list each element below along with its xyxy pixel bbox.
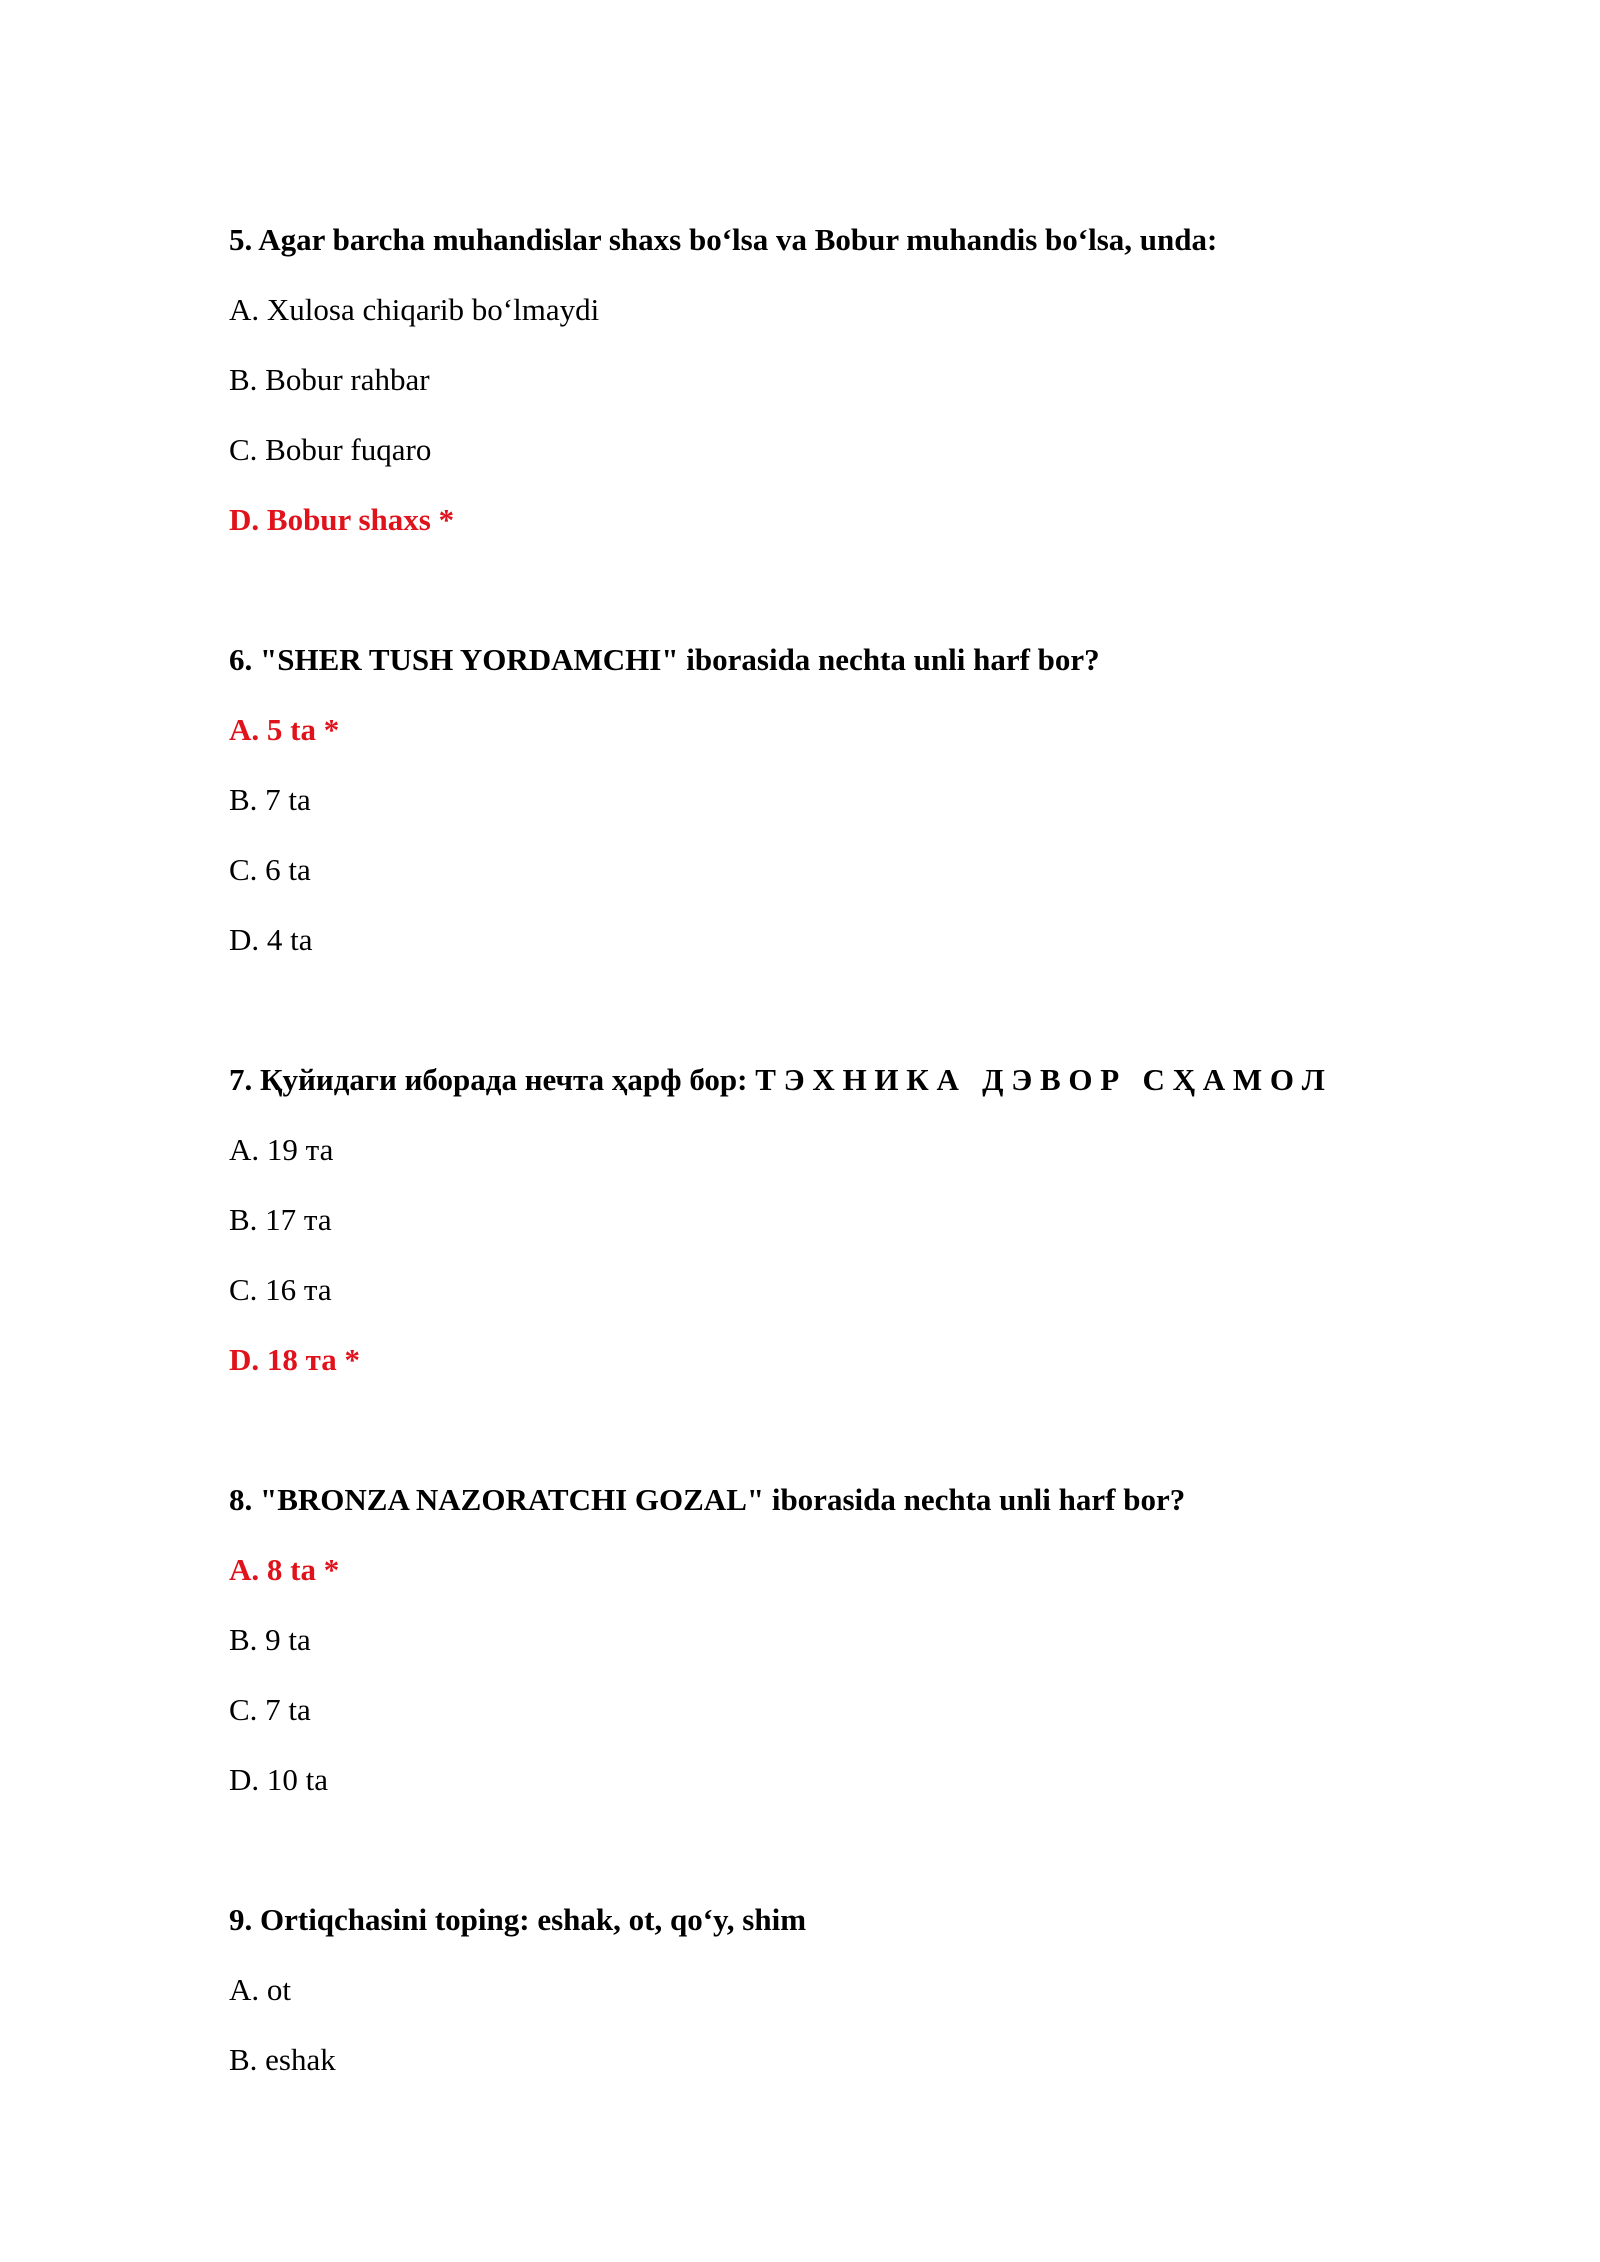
answer-option-a: A. 19 та <box>229 1132 334 1167</box>
answer-option-c: C. 16 та <box>229 1272 332 1307</box>
question-text: 5. Agar barcha muhandislar shaxs bo‘lsa va Bobur muhandis bo‘lsa, unda: <box>229 222 1218 257</box>
answer-option-c: C. 6 ta <box>229 852 311 887</box>
answer-option-a: A. ot <box>229 1972 291 2007</box>
correct-answer-option-a: A. 5 ta * <box>229 712 340 747</box>
answer-option-b: B. Bobur rahbar <box>229 362 430 397</box>
answer-option-b: B. 7 ta <box>229 782 311 817</box>
answer-option-a: A. Xulosa chiqarib bo‘lmaydi <box>229 292 600 327</box>
correct-answer-option-d: D. Bobur shaxs * <box>229 502 455 537</box>
question-text: 7. Қуйидаги иборада нечта ҳарф бор: Т Э Х Н И К А Д Э В О Р С Ҳ А М О Л <box>229 1062 1325 1097</box>
answer-option-b: B. 9 ta <box>229 1622 311 1657</box>
correct-answer-option-d: D. 18 та * <box>229 1342 360 1377</box>
answer-option-b: B. 17 та <box>229 1202 332 1237</box>
answer-option-d: D. 4 ta <box>229 922 313 957</box>
answer-option-d: D. 10 ta <box>229 1762 329 1797</box>
answer-option-c: C. 7 ta <box>229 1692 311 1727</box>
question-text: 8. "BRONZA NAZORATCHI GOZAL" iborasida nechta unli harf bor? <box>229 1482 1186 1517</box>
answer-option-b: B. eshak <box>229 2042 336 2077</box>
question-text: 6. "SHER TUSH YORDAMCHI" iborasida nechta unli harf bor? <box>229 642 1100 677</box>
question-text: 9. Ortiqchasini toping: eshak, ot, qo‘y, shim <box>229 1902 807 1937</box>
correct-answer-option-a: A. 8 ta * <box>229 1552 340 1587</box>
answer-option-c: C. Bobur fuqaro <box>229 432 432 467</box>
